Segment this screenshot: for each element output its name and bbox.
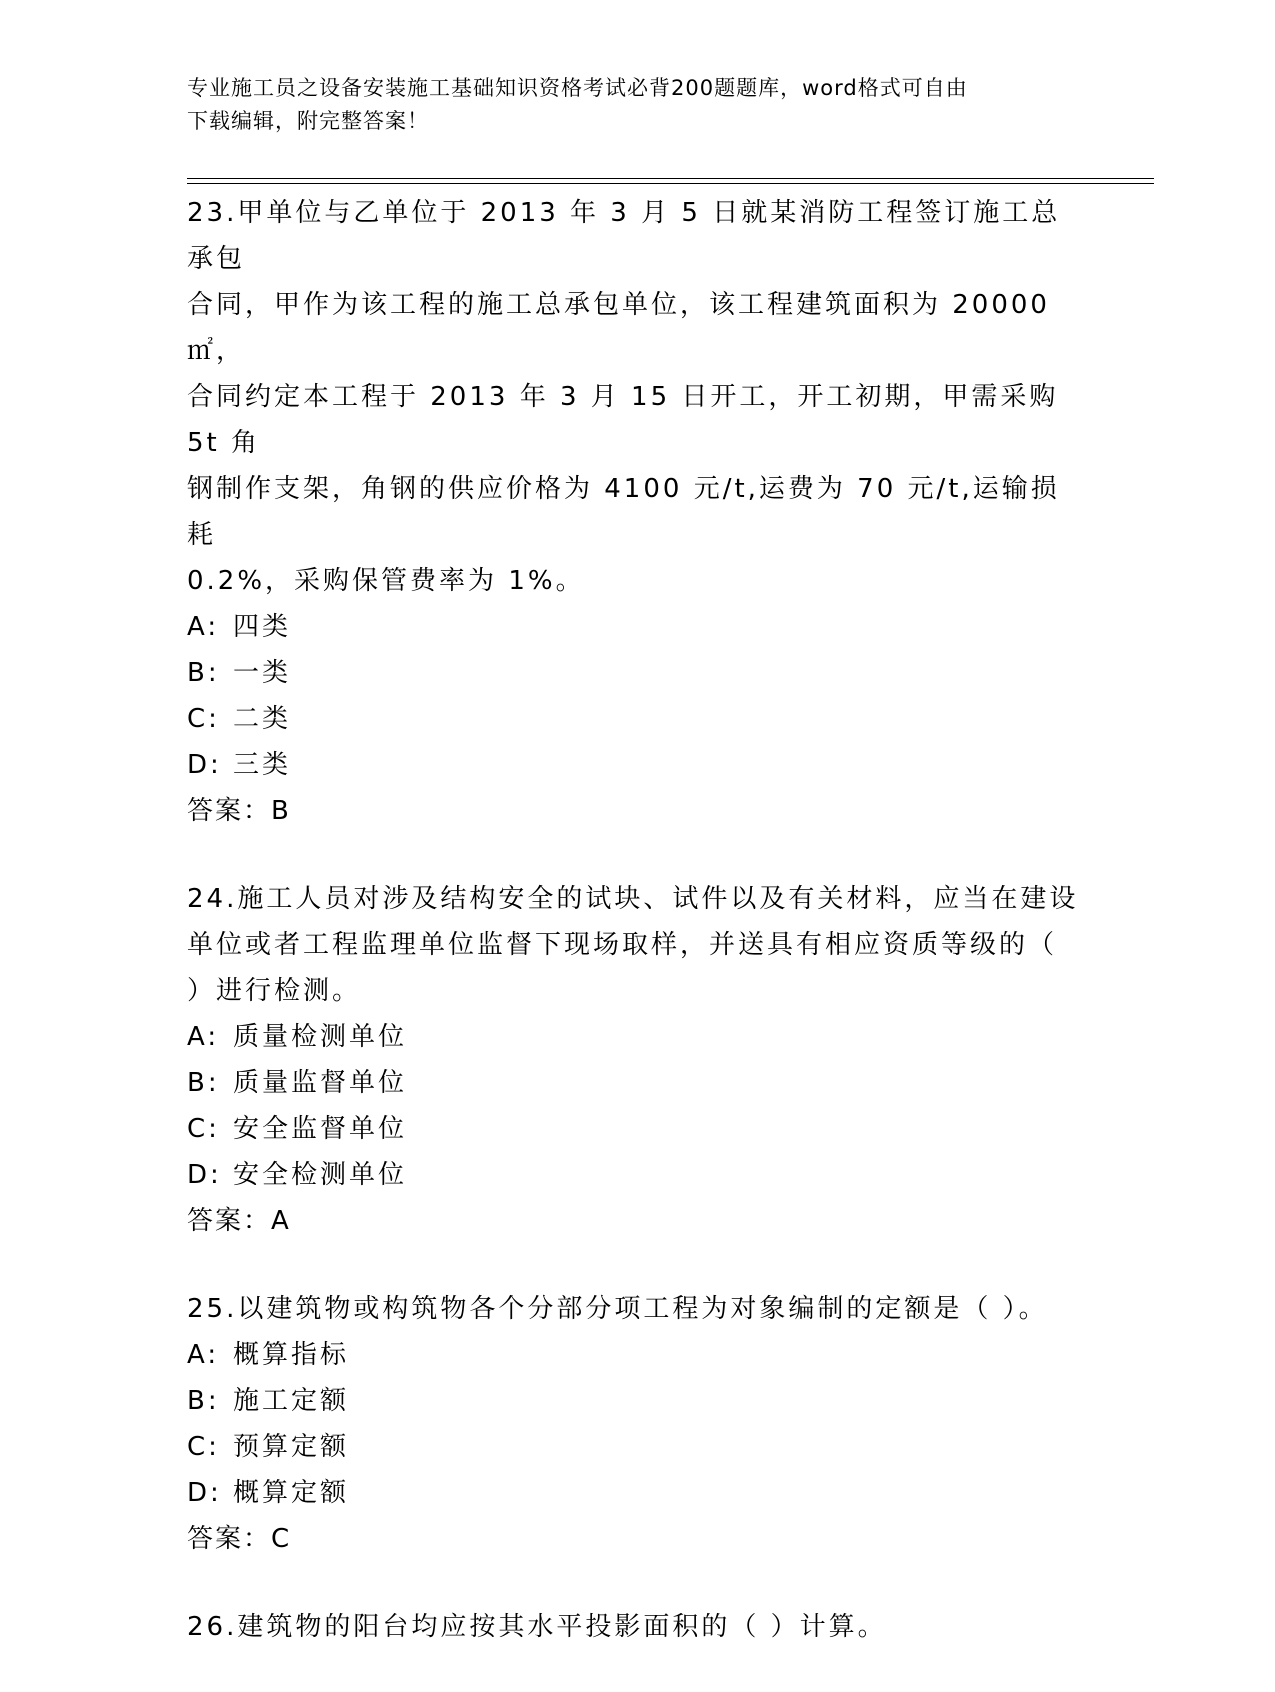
- answer-option: [187, 696, 1087, 742]
- question-stem-line: 0.2%，采购保管费率为 1%。: [187, 566, 585, 596]
- answer-key: 答案：B: [187, 796, 291, 826]
- option-text: 概算定额: [233, 1478, 350, 1508]
- question-stem-line: 25.以建筑物或构筑物各个分部分项工程为对象编制的定额是（ ）。: [187, 1294, 1048, 1324]
- answer-option: [187, 1332, 1087, 1378]
- option-key: D:: [187, 1478, 222, 1508]
- question-stem-line: 合同约定本工程于 2013 年 3 月 15 日开工，开工初期，甲需采购 5t 角: [187, 382, 1070, 458]
- question-item: [187, 876, 1087, 1244]
- answer-option: [187, 1152, 1087, 1198]
- option-text: 质量检测单位: [233, 1022, 408, 1052]
- option-text: 概算指标: [233, 1340, 350, 1370]
- question-item: [187, 1604, 1087, 1650]
- option-key: A:: [187, 612, 220, 642]
- option-key: A:: [187, 1340, 220, 1370]
- option-key: C:: [187, 704, 220, 734]
- question-item: [187, 190, 1087, 834]
- option-text: 安全检测单位: [233, 1160, 408, 1190]
- question-list: [187, 190, 1087, 1692]
- question-stem-line: 钢制作支架，角钢的供应价格为 4100 元/t,运费为 70 元/t,运输损耗: [187, 474, 1060, 550]
- answer-key: 答案：A: [187, 1206, 291, 1236]
- answer-option: [187, 1014, 1087, 1060]
- header-line-2: 下载编辑，附完整答案！: [187, 109, 429, 133]
- option-text: 施工定额: [233, 1386, 350, 1416]
- question-stem-line: 26.建筑物的阳台均应按其水平投影面积的（ ）计算。: [187, 1612, 887, 1642]
- question-stem-line: 单位或者工程监理单位监督下现场取样，并送具有相应资质等级的（: [187, 930, 1058, 960]
- question-stem-line: 合同，甲作为该工程的施工总承包单位，该工程建筑面积为 20000㎡，: [187, 290, 1050, 366]
- answer-option: [187, 1424, 1087, 1470]
- option-text: 质量监督单位: [233, 1068, 408, 1098]
- header-divider-bottom: [187, 183, 1154, 184]
- answer-option: [187, 1378, 1087, 1424]
- answer-key: 答案：C: [187, 1524, 292, 1554]
- option-text: 预算定额: [233, 1432, 350, 1462]
- answer-option: [187, 1470, 1087, 1516]
- question-stem-line: 24.施工人员对涉及结构安全的试块、试件以及有关材料，应当在建设: [187, 884, 1079, 914]
- option-key: B:: [187, 1068, 220, 1098]
- question-item: [187, 1286, 1087, 1562]
- option-key: D:: [187, 750, 222, 780]
- question-stem-line: ）进行检测。: [187, 976, 362, 1006]
- answer-option: [187, 1060, 1087, 1106]
- option-text: 一类: [233, 658, 292, 688]
- option-text: 三类: [233, 750, 292, 780]
- header-line-1: 专业施工员之设备安装施工基础知识资格考试必背200题题库，word格式可自由: [187, 76, 968, 100]
- answer-option: [187, 742, 1087, 788]
- answer-option: [187, 650, 1087, 696]
- option-text: 四类: [233, 612, 292, 642]
- document-header: [187, 72, 1087, 138]
- option-key: D:: [187, 1160, 222, 1190]
- option-key: B:: [187, 1386, 220, 1416]
- option-text: 安全监督单位: [233, 1114, 408, 1144]
- option-key: A:: [187, 1022, 220, 1052]
- option-key: B:: [187, 658, 220, 688]
- option-key: C:: [187, 1432, 220, 1462]
- answer-option: [187, 1106, 1087, 1152]
- question-stem-line: 23.甲单位与乙单位于 2013 年 3 月 5 日就某消防工程签订施工总承包: [187, 198, 1061, 274]
- option-key: C:: [187, 1114, 220, 1144]
- option-text: 二类: [233, 704, 292, 734]
- header-divider-top: [187, 178, 1154, 179]
- answer-option: [187, 604, 1087, 650]
